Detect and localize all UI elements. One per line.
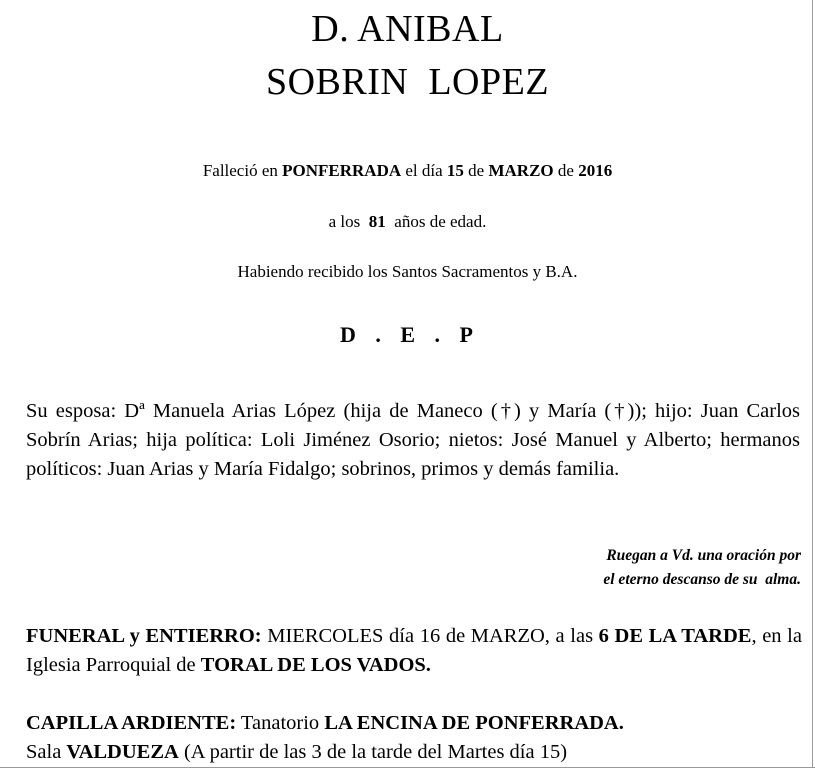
capilla-place: LA ENCINA DE PONFERRADA.: [324, 712, 624, 734]
death-mid1: el día: [401, 161, 447, 180]
prayer-request: [603, 544, 801, 592]
death-mid3: de: [553, 161, 579, 180]
funeral-church: TORAL DE LOS VADOS.: [200, 654, 431, 676]
prayer-line2: el eterno descanso de su alma.: [603, 571, 801, 588]
death-month: MARZO: [488, 161, 554, 180]
death-year: 2016: [578, 161, 613, 180]
sacraments-line: Habiendo recibido los Santos Sacramentos y B.A.: [237, 262, 578, 281]
funeral-time: 6 DE LA TARDE: [598, 625, 752, 647]
page-border-right: [812, 0, 813, 768]
age-years: 81: [368, 212, 386, 231]
death-city: PONFERRADA: [282, 161, 402, 180]
capilla-paragraph: [26, 709, 802, 767]
capilla-room: VALDUEZA: [66, 741, 179, 763]
death-day: 15: [446, 161, 464, 180]
prayer-line1: Ruegan a Vd. una oración por: [606, 547, 801, 564]
funeral-paragraph: [26, 622, 802, 680]
funeral-text1: MIERCOLES día 16 de MARZO, a las: [261, 625, 599, 647]
deceased-name-line2: SOBRIN LOPEZ: [265, 61, 550, 103]
funeral-text2: , en la Iglesia Parroquial de: [26, 625, 802, 676]
capilla-text2: Sala: [26, 741, 67, 763]
capilla-line2: [26, 738, 802, 767]
age-line: [0, 212, 815, 232]
capilla-text3: (A partir de las 3 de la tarde del Martes día 15): [178, 741, 568, 763]
death-prefix: Falleció en: [202, 161, 283, 180]
family-paragraph: Su esposa: Dª Manuela Arias López (hija de Maneco (†) y María (†)); hijo: Juan Carlos Sobrín Arias; hija política: Loli Jiménez Osorio; nietos: José Manuel y Alberto; hermanos políticos: Juan Arias y María Fidalgo; sobrinos, primos y demás familia.: [26, 400, 800, 480]
capilla-label: CAPILLA ARDIENTE:: [26, 712, 237, 734]
capilla-text1: Tanatorio: [236, 712, 325, 734]
age-suffix: años de edad.: [385, 212, 487, 231]
death-notice-line: [0, 161, 815, 181]
dep-heading: D . E . P: [340, 322, 475, 347]
capilla-line1: [26, 709, 802, 738]
age-prefix: a los: [328, 212, 369, 231]
deceased-name-line1: D. ANIBAL: [311, 8, 504, 50]
funeral-label: FUNERAL y ENTIERRO:: [26, 625, 262, 647]
death-mid2: de: [463, 161, 489, 180]
